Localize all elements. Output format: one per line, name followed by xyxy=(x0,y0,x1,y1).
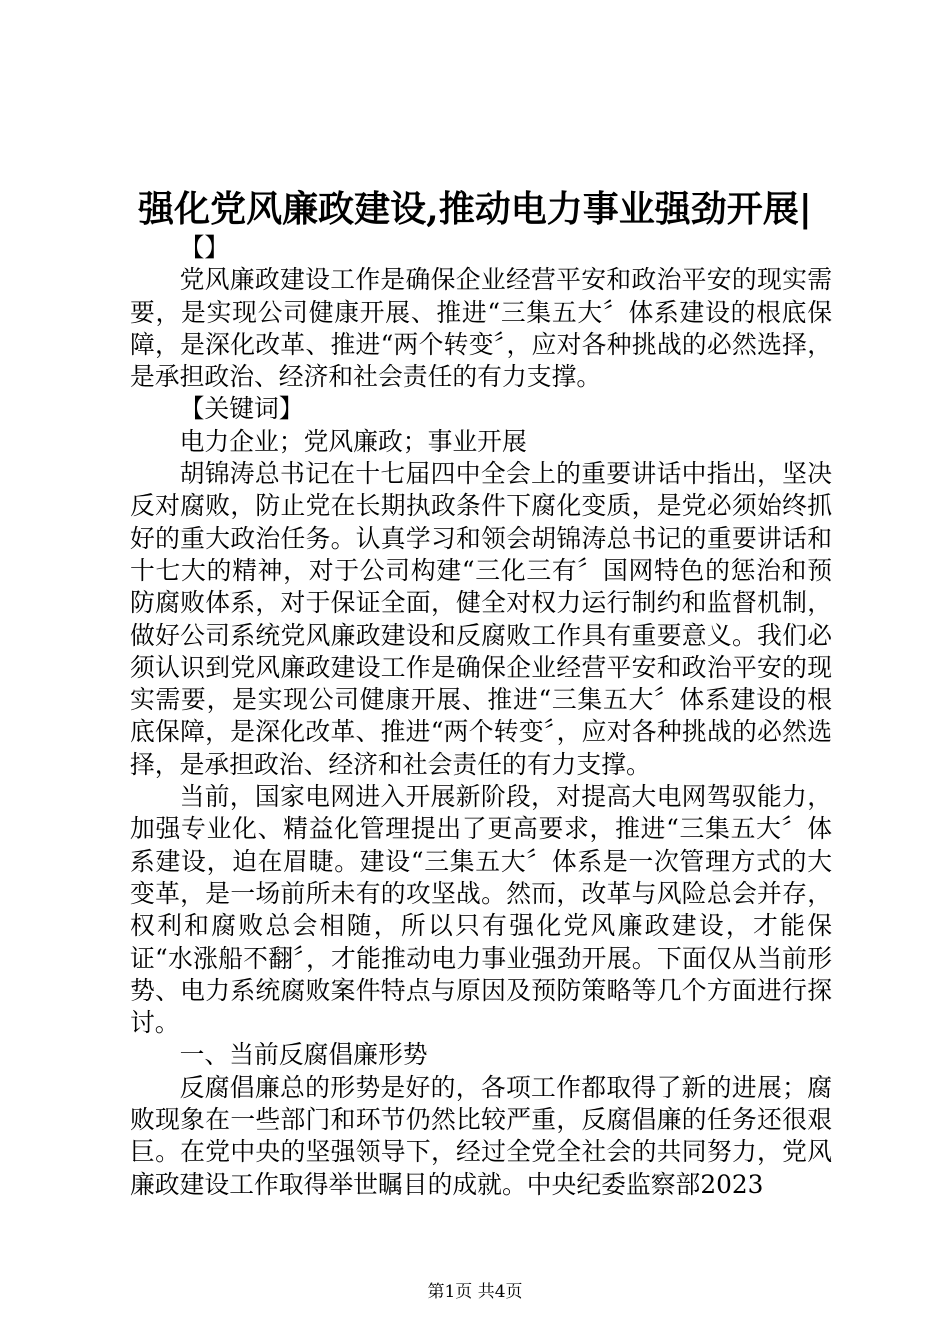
section-paragraph: 反腐倡廉总的形势是好的，各项工作都取得了新的进展；腐败现象在一些部门和环节仍然比较严重，反腐倡廉的任务还很艰巨。在党中央的坚强领导下，经过全党全社会的共同努力，党风廉政建设工作取得举世瞩目的成就。中央纪委监察部2023 xyxy=(130,1072,832,1199)
keywords-text: 电力企业；党风廉政；事业开展 xyxy=(179,426,527,456)
section-heading: 一、当前反腐倡廉形势 xyxy=(179,1040,428,1070)
document-body xyxy=(130,232,832,1201)
abstract-paragraph: 党风廉政建设工作是确保企业经营平安和政治平安的现实需要，是实现公司健康开展、推进“三集五大〞体系建设的根底保障，是深化改革、推进“两个转变〞，应对各种挑战的必然选择，是承担政治、经济和社会责任的有力支撑。 xyxy=(130,265,832,392)
body-paragraph: 胡锦涛总书记在十七届四中全会上的重要讲话中指出，坚决反对腐败，防止党在长期执政条件下腐化变质，是党必须始终抓好的重大政治任务。认真学习和领会胡锦涛总书记的重要讲话和十七大的精神，对于公司构建“三化三有〞国网特色的惩治和预防腐败体系，对于保证全面，健全对权力运行制约和监督机制，做好公司系统党风廉政建设和反腐败工作具有重要意义。我们必须认识到党风廉政建设工作是确保企业经营平安和政治平安的现实需要，是实现公司健康开展、推进“三集五大〞体系建设的根底保障，是深化改革、推进“两个转变〞，应对各种挑战的必然选择，是承担政治、经济和社会责任的有力支撑。 xyxy=(130,459,832,779)
page-number-footer: 第1页 共4页 xyxy=(427,1282,523,1302)
body-paragraph: 当前，国家电网进入开展新阶段，对提高大电网驾驭能力，加强专业化、精益化管理提出了更高要求，推进“三集五大〞体系建设，迫在眉睫。建设“三集五大〞体系是一次管理方式的大变革，是一场前所未有的攻坚战。然而，改革与风险总会并存，权利和腐败总会相随，所以只有强化党风廉政建设，才能保证“水涨船不翻〞，才能推动电力事业强劲开展。下面仅从当前形势、电力系统腐败案件特点与原因及预防策略等几个方面进行探讨。 xyxy=(130,782,832,1038)
keywords-label: 【关键词】 xyxy=(179,394,304,424)
abstract-label: 【】 xyxy=(179,233,230,262)
document-title: 强化党风廉政建设,推动电力事业强劲开展| xyxy=(138,188,812,230)
